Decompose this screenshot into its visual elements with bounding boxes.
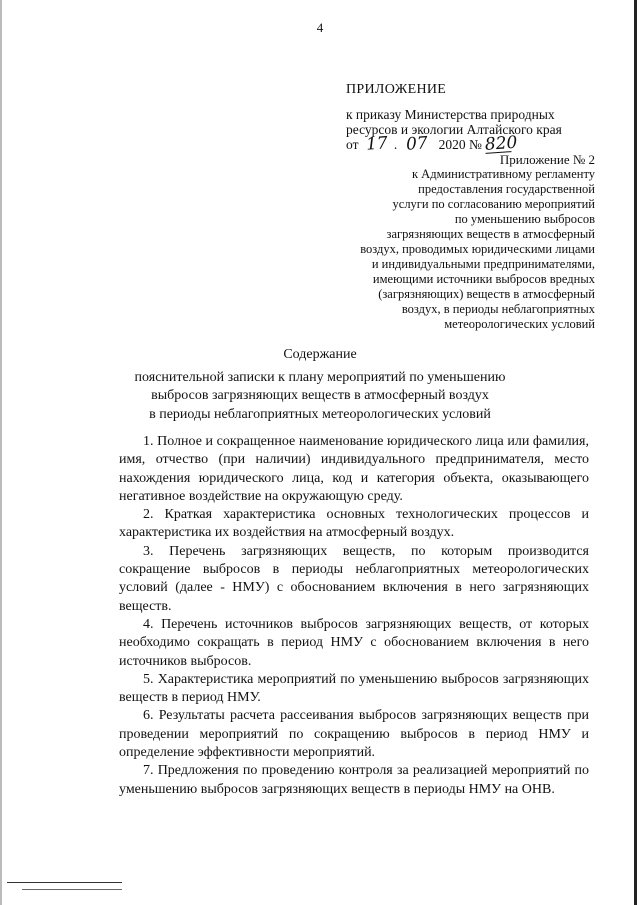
annex-line: (загрязняющих) веществ в атмосферный: [378, 287, 595, 301]
contents-item: 7. Предложения по проведению контроля за реализацией мероприятий по уменьшению выбросов загрязняющих веществ в периоды НМУ на ОНВ.: [119, 763, 589, 797]
annex-line: предоставления государственной: [418, 182, 595, 196]
annex-block: [360, 152, 595, 332]
annex-line: воздух, проводимых юридическими лицами: [360, 242, 595, 256]
handwritten-day: 17: [365, 133, 389, 155]
contents-subtitle-line: выбросов загрязняющих веществ в атмосферный воздух: [151, 388, 489, 403]
contents-item: 1. Полное и сокращенное наименование юридического лица или фамилия, имя, отчество (при наличии) индивидуального предпринимателя, место нахождения юридического лица, код и категория объекта, оказывающего негативное воздействие на окружающую среду.: [119, 434, 589, 504]
annex-line: и индивидуальными предпринимателями,: [371, 257, 595, 271]
contents-item: 2. Краткая характеристика основных технологических процессов и характеристика их воздействия на атмосферный воздух.: [119, 507, 589, 541]
date-separator: .: [393, 137, 398, 152]
approval-line-2: ресурсов и экологии Алтайского края: [346, 122, 562, 137]
contents-list: [119, 433, 589, 799]
handwritten-month: 07: [405, 133, 429, 155]
annex-line: имеющими источники выбросов вредных: [372, 272, 595, 286]
approval-heading: ПРИЛОЖЕНИЕ: [346, 82, 447, 97]
scan-left-edge: [0, 0, 2, 905]
contents-title: Содержание: [283, 347, 357, 362]
annex-line: к Административному регламенту: [411, 167, 595, 181]
date-prefix: от: [346, 137, 359, 152]
footer-divider: [7, 882, 122, 883]
annex-line: загрязняющих веществ в атмосферный: [386, 227, 595, 241]
date-year: 2020 №: [438, 137, 482, 152]
annex-line: по уменьшению выбросов: [454, 212, 595, 226]
annex-line: метеорологических условий: [444, 317, 595, 331]
approval-block: [346, 82, 562, 153]
annex-line: услуги по согласованию мероприятий: [392, 197, 595, 211]
approval-date-line: [346, 132, 562, 155]
contents-heading-block: [0, 346, 640, 424]
handwritten-order-number: 820: [484, 132, 519, 155]
annex-title: Приложение № 2: [499, 152, 595, 167]
page-number: 4: [316, 20, 324, 35]
contents-subtitle-line: пояснительной записки к плану мероприятий по уменьшению: [134, 369, 506, 385]
contents-item: 5. Характеристика мероприятий по уменьшению выбросов загрязняющих веществ в период НМУ.: [119, 671, 589, 706]
contents-item: 3. Перечень загрязняющих веществ, по которым производится сокращение выбросов в периоды неблагоприятных метеорологических условий (далее - НМУ) с обоснованием включения в него загрязняющих веществ.: [119, 543, 589, 614]
contents-subtitle-line: в периоды неблагоприятных метеорологических условий: [149, 406, 491, 422]
footer-divider-secondary: [22, 889, 122, 890]
contents-item: 4. Перечень источников выбросов загрязняющих веществ, от которых необходимо сокращать в период НМУ с обоснованием включения в него источников выбросов.: [119, 616, 589, 669]
annex-line: воздух, в периоды неблагоприятных: [401, 302, 595, 316]
scan-right-edge: [634, 0, 637, 905]
contents-item: 6. Результаты расчета рассеивания выбросов загрязняющих веществ при проведении мероприятий по сокращению выбросов в период НМУ и определение эффективности мероприятий.: [119, 708, 589, 761]
approval-line-1: к приказу Министерства природных: [346, 107, 555, 122]
